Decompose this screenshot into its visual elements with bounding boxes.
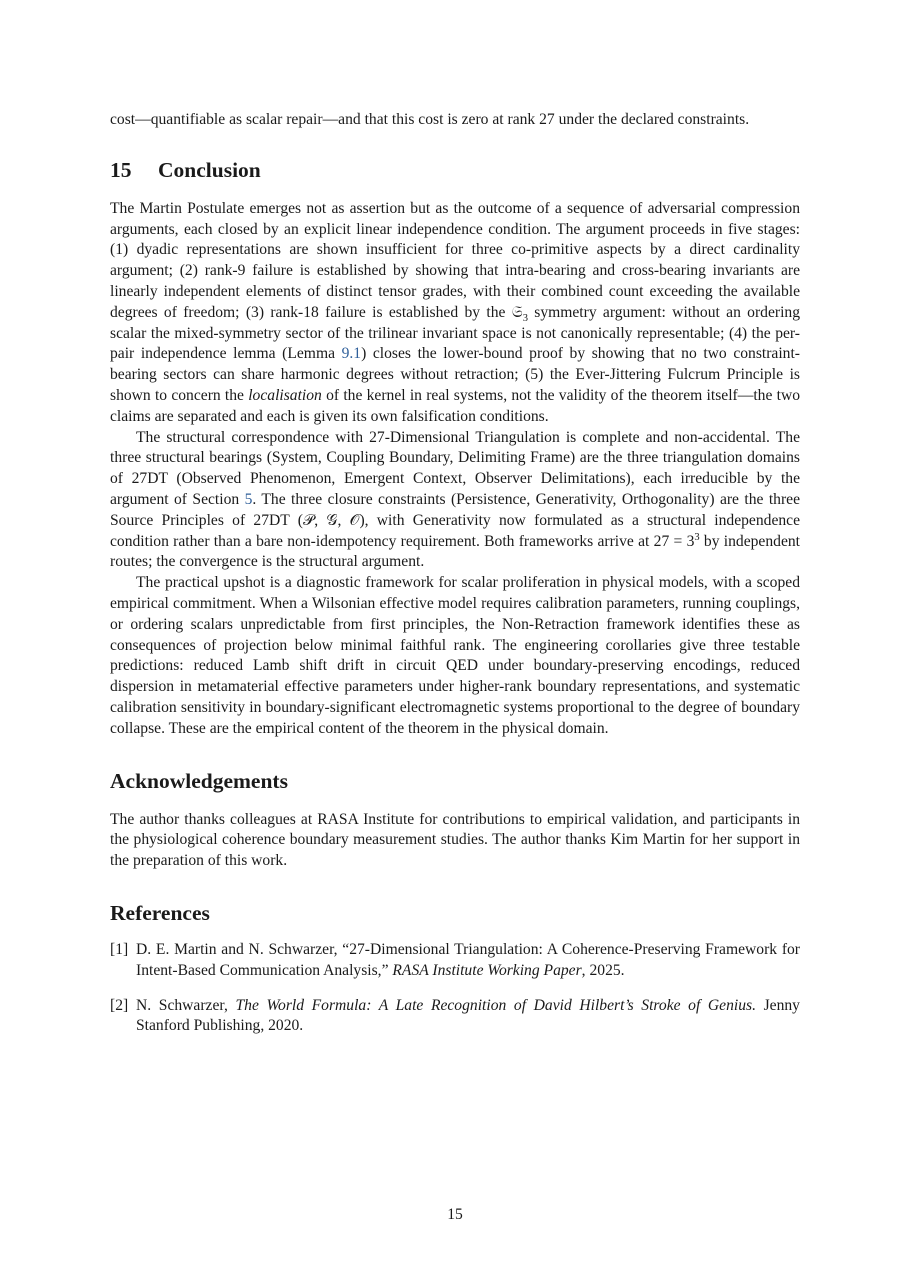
reference-venue: RASA Institute Working Paper xyxy=(392,961,582,979)
lemma-link[interactable]: 9.1 xyxy=(341,345,362,363)
reference-label: [2] xyxy=(110,996,129,1014)
text-run: The Martin Postulate emerges not as assertion but as the outcome of a sequence of adversarial compression arguments, each closed by an explicit linear independence condition. The argument proceeds in five stages: (1) dyadic representations are shown insufficient for three co-primitive aspects by a direct cardinality argument; (2) rank-9 failure is established by showing that intra-bearing and cross-bearing invariants are linearly independent elements of distinct tensor grades, with their combined count exceeding the available degrees of freedom; (3) rank-18 failure is established by the xyxy=(110,199,800,321)
page-content xyxy=(110,110,800,1051)
reference-title: The World Formula: A Late Recognition of David Hilbert’s Stroke of Genius. xyxy=(235,996,756,1014)
reference-text: N. Schwarzer, xyxy=(136,996,236,1014)
conclusion-paragraph-3: The practical upshot is a diagnostic framework for scalar proliferation in physical models, with a scoped empirical commitment. When a Wilsonian effective model requires calibration parameters, running couplings, or ordering scalars unpredictable from first principles, the Non-Retraction framework identifies these as consequences of projection below minimal faithful rank. The engineering corollaries give three testable predictions: reduced Lamb shift drift in circuit QED under boundary-preserving encodings, reduced dispersion in metamaterial effective parameters under higher-rank boundary representations, and systematic calibration sensitivity in boundary-significant electromagnetic systems proportional to the degree of boundary collapse. These are the empirical content of the theorem in the physical domain. xyxy=(110,574,800,737)
reference-text: Jenny Stanford Publishing, 2020. xyxy=(136,996,800,1035)
reference-text: , 2025. xyxy=(581,961,625,979)
carryover-paragraph: cost—quantifiable as scalar repair—and that this cost is zero at rank 27 under the declared constraints. xyxy=(110,111,750,128)
text-run: by independent routes; the convergence is the structural argument. xyxy=(110,532,800,571)
acknowledgements-paragraph: The author thanks colleagues at RASA Institute for contributions to empirical validation, and participants in the physiological coherence boundary measurement studies. The author thanks Kim Martin for her support in the preparation of this work. xyxy=(110,810,800,870)
principles-symbols: 𝒫, 𝒢, 𝒪 xyxy=(302,511,360,529)
text-run: . The three closure constraints (Persistence, Generativity, Orthogonality) are the three Source Principles of 27DT ( xyxy=(110,490,800,529)
reference-item xyxy=(110,940,800,982)
page-number: 15 xyxy=(447,1206,463,1223)
conclusion-paragraph-1 xyxy=(110,199,800,428)
reference-text: D. E. Martin and N. Schwarzer, “27-Dimensional Triangulation: A Coherence-Preserving Framework for Intent-Based Communication Analysis,” xyxy=(136,940,800,979)
reference-item xyxy=(110,996,800,1038)
text-run: ), with Generativity now formulated as a structural independence condition rather than a bare non-idempotency requirement. Both frameworks arrive at 27 = 3 xyxy=(110,511,801,550)
conclusion-paragraph-2 xyxy=(110,428,800,574)
section-heading-conclusion xyxy=(110,157,800,183)
section-title: Conclusion xyxy=(158,157,261,182)
section-number: 15 xyxy=(110,157,132,182)
section-heading-acknowledgements: Acknowledgements xyxy=(110,768,288,793)
text-run: The structural correspondence with 27-Dimensional Triangulation is complete and non-accidental. The three structural bearings (System, Coupling Boundary, Delimiting Frame) are the three triangulation domains of 27DT (Observed Phenomenon, Emergent Context, Observer Delimitations), each irreducible by the argument of Section xyxy=(110,428,800,508)
text-run: of the kernel in real systems, not the validity of the theorem itself—the two claims are separated and each is given its own falsification conditions. xyxy=(110,386,800,425)
section-link[interactable]: 5 xyxy=(244,490,253,508)
text-run: ) closes the lower-bound proof by showing that no two constraint-bearing sectors can share harmonic degrees without retraction; (5) the Ever-Jittering Fulcrum Principle is shown to concern the xyxy=(110,345,801,404)
reference-label: [1] xyxy=(110,940,129,958)
emphasis-text: localisation xyxy=(248,386,322,404)
symbol-subscript: 3 xyxy=(522,312,528,324)
section-heading-references: References xyxy=(110,900,210,925)
text-run: symmetry argument: without an ordering scalar the mixed-symmetry sector of the trilinear invariant space is not canonically representable; (4) the per-pair independence lemma (Lemma xyxy=(110,303,801,363)
exponent: 3 xyxy=(694,531,700,543)
symmetric-group-symbol: 𝔖 xyxy=(511,303,523,321)
